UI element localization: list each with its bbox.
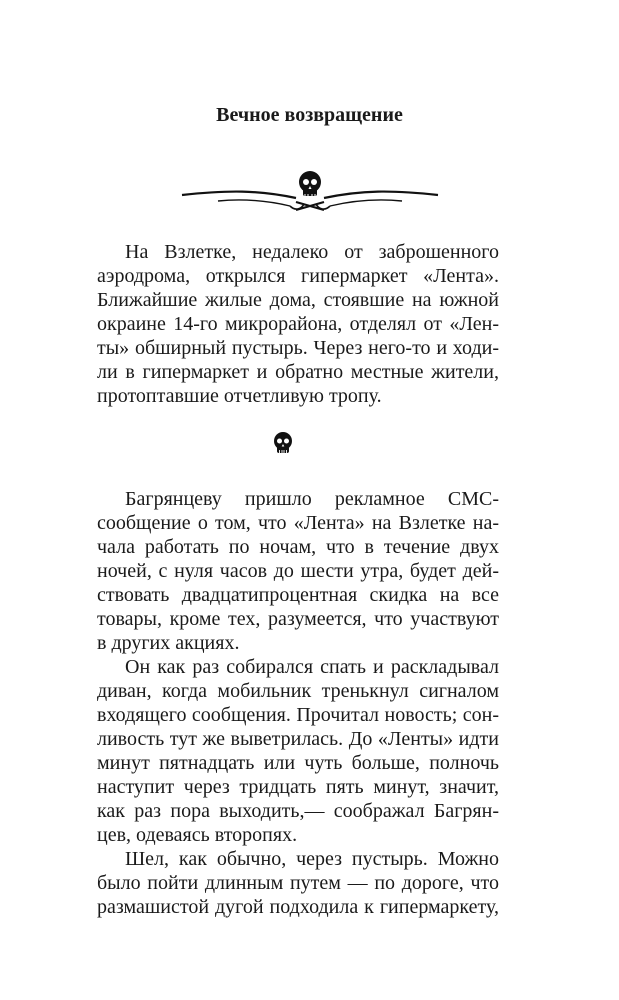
text-line: было пойти длинным путем — по дороге, что bbox=[97, 872, 499, 894]
text-line: ли в гипермаркет и обратно местные жители, bbox=[97, 361, 499, 383]
text-line: товары, кроме тех, разумеется, что участвуют bbox=[97, 608, 499, 630]
text-line: окраине 14-го микрорайона, отделял от «Лен- bbox=[97, 313, 499, 335]
text-line: чала работать по ночам, что в течение двух bbox=[97, 536, 499, 558]
chapter-title: Вечное возвращение bbox=[216, 104, 403, 126]
text-line: протоптавшие отчетливую тропу. bbox=[97, 385, 382, 407]
text-line: цев, одеваясь второпях. bbox=[97, 824, 298, 846]
text-line: ночей, с нуля часов до шести утра, будет дей- bbox=[97, 560, 499, 582]
skull-icon bbox=[272, 432, 294, 456]
text-line: Багрянцеву пришло рекламное СМС- bbox=[125, 488, 499, 510]
text-line: Шел, как обычно, через пустырь. Можно bbox=[125, 848, 499, 870]
text-line: ствовать двадцатипроцентная скидка на все bbox=[97, 584, 499, 606]
text-line: минут пятнадцать или чуть больше, полночь bbox=[97, 752, 499, 774]
text-line: ты» обширный пустырь. Через него-то и ходи- bbox=[97, 337, 499, 359]
skull-ornament-icon bbox=[178, 168, 442, 218]
text-line: Ближайшие жилые дома, стоявшие на южной bbox=[97, 289, 499, 311]
text-line: На Взлетке, недалеко от заброшенного bbox=[125, 241, 499, 263]
text-line: как раз пора выходить,— соображал Багрян- bbox=[97, 800, 499, 822]
text-line: ливость тут же выветрилась. До «Ленты» идти bbox=[97, 728, 499, 750]
text-line: размашистой дугой подходила к гипермаркету, bbox=[97, 896, 499, 918]
text-line: Он как раз собирался спать и раскладывал bbox=[125, 656, 499, 678]
text-line: аэродрома, открылся гипермаркет «Лента». bbox=[97, 265, 499, 287]
text-line: входящего сообщения. Прочитал новость; сон- bbox=[97, 704, 499, 726]
text-line: диван, когда мобильник тренькнул сигналом bbox=[97, 680, 499, 702]
text-line: наступит через тридцать пять минут, значит, bbox=[97, 776, 499, 798]
text-line: сообщение о том, что «Лента» на Взлетке на- bbox=[97, 512, 499, 534]
text-line: в других акциях. bbox=[97, 632, 240, 654]
